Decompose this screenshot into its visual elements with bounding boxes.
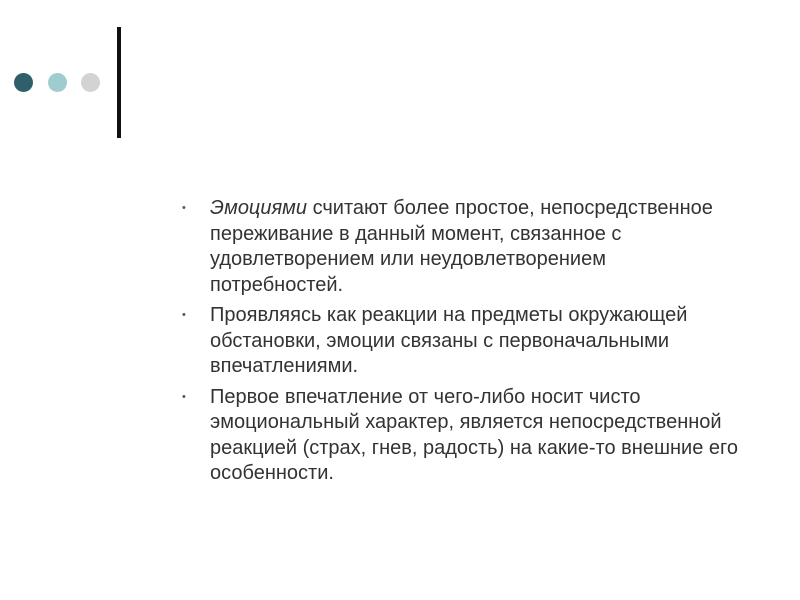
decor-dot-gray: [81, 73, 100, 92]
bullet-item-first-impression: [182, 385, 742, 487]
decor-dot-dark: [14, 73, 33, 92]
bullet-list: [182, 196, 742, 492]
bullet-marker: •: [182, 309, 186, 321]
bullet-marker: •: [182, 202, 186, 214]
bullet-item-reactions: [182, 303, 742, 380]
decor-dot-teal: [48, 73, 67, 92]
bullet-text: Проявляясь как реакции на предметы окружающей обстановки, эмоции связаны с первоначальными впечатлениями.: [210, 304, 688, 377]
bullet-text: считают более простое, непосредственное переживание в данный момент, связанное с удовлетворением или неудовлетворением потребностей.: [210, 197, 713, 296]
bullet-text: Первое впечатление от чего-либо носит чисто эмоциональный характер, является непосредственной реакцией (страх, гнев, радость) на какие-то внешние его особенности.: [210, 385, 739, 484]
bullet-item-emotions-definition: [182, 196, 742, 298]
vertical-divider: [117, 27, 121, 138]
bullet-marker: •: [182, 390, 186, 403]
emphasized-term: Эмоциями: [210, 197, 308, 219]
